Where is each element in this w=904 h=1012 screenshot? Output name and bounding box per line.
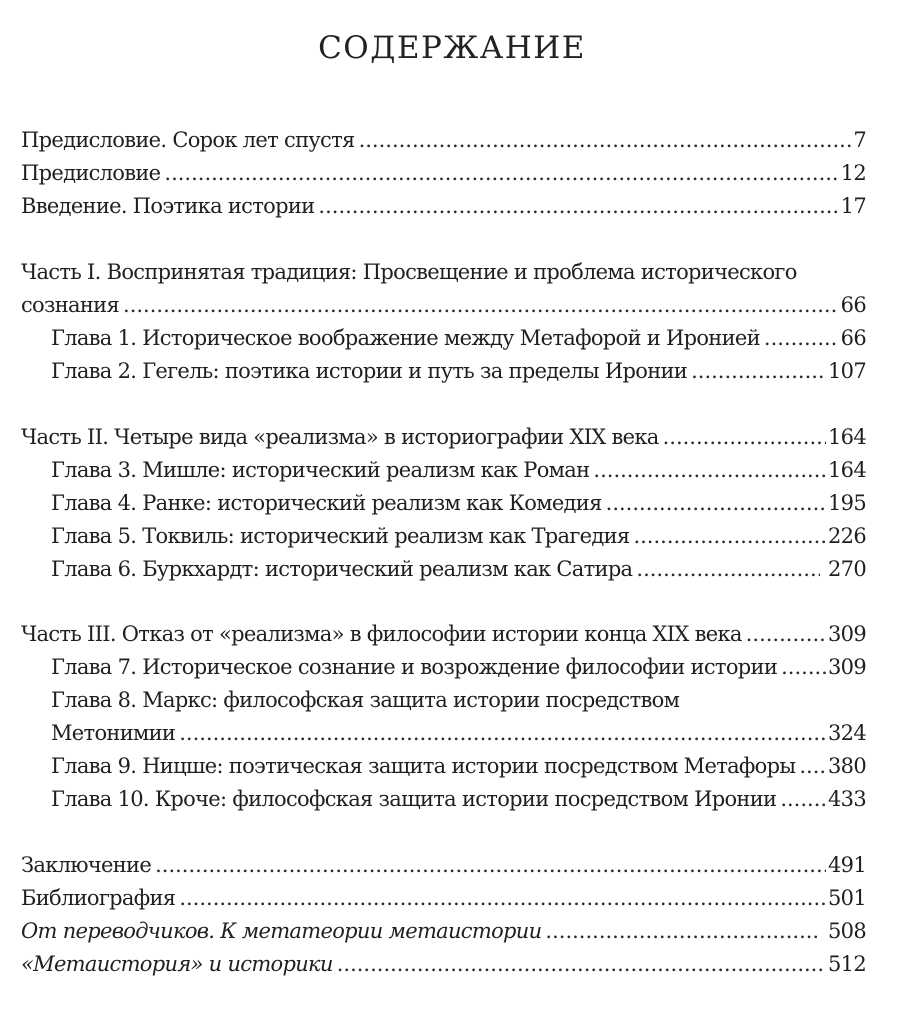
page-number: 270 (822, 557, 866, 581)
toc-entry[interactable] (21, 190, 866, 223)
part-1-title-line1[interactable]: Часть I. Воспринятая традиция: Просвещение и проблема исторического (21, 260, 797, 284)
entry-title: От переводчиков. К метатеории метаистории (21, 919, 542, 943)
toc-entry[interactable] (21, 849, 866, 882)
page-number: 17 (840, 194, 866, 218)
toc-entry-part-1[interactable] (21, 289, 866, 322)
entry-title: Глава 6. Буркхардт: исторический реализм как Сатира (51, 557, 633, 581)
page-number: 7 (853, 128, 866, 152)
entry-title: Глава 10. Кроче: философская защита истории посредством Иронии (51, 787, 777, 811)
dot-leader (179, 717, 826, 750)
toc-entry[interactable] (21, 124, 866, 157)
toc-entry[interactable] (21, 948, 866, 981)
page-title: СОДЕРЖАНИЕ (318, 30, 586, 66)
entry-title: Глава 5. Токвиль: исторический реализм как Трагедия (51, 524, 630, 548)
toc-entry-chapter[interactable] (51, 717, 866, 750)
dot-leader (155, 849, 826, 882)
dot-leader (636, 553, 820, 586)
dot-leader (780, 783, 826, 816)
dot-leader (781, 651, 826, 684)
entry-title: Глава 4. Ранке: исторический реализм как Комедия (51, 491, 602, 515)
entry-title: Глава 9. Ницше: поэтическая защита истории посредством Метафоры (51, 754, 796, 778)
entry-title: Заключение (21, 853, 152, 877)
page-number: 512 (828, 952, 866, 976)
entry-title: Метонимии (51, 721, 176, 745)
entry-title: Глава 7. Историческое сознание и возрождение философии истории (51, 655, 778, 679)
toc-entry-chapter[interactable] (51, 322, 866, 355)
dot-leader (746, 618, 826, 651)
page-number: 324 (828, 721, 866, 745)
toc-entry-chapter[interactable] (51, 783, 866, 816)
dot-leader (663, 421, 826, 454)
entry-title: Предисловие. Сорок лет спустя (21, 128, 355, 152)
dot-leader (606, 487, 826, 520)
toc-entry-part-2[interactable] (21, 421, 866, 454)
entry-title: Глава 2. Гегель: поэтика истории и путь за пределы Иронии (51, 359, 688, 383)
toc-entry-part-3[interactable] (21, 618, 866, 651)
page-number: 433 (828, 787, 866, 811)
chapter-8-title-line1[interactable]: Глава 8. Маркс: философская защита истории посредством (51, 688, 680, 712)
dot-leader (691, 355, 826, 388)
toc-entry-chapter[interactable] (51, 750, 866, 783)
entry-title: Библиография (21, 886, 176, 910)
toc-entry-chapter[interactable] (51, 454, 866, 487)
toc-entry-chapter[interactable] (51, 355, 866, 388)
page-number: 491 (828, 853, 866, 877)
page-number: 12 (840, 161, 866, 185)
dot-leader (359, 124, 852, 157)
entry-title: сознания (21, 293, 120, 317)
page-number: 226 (828, 524, 866, 548)
toc-entry[interactable] (21, 915, 866, 948)
entry-title: Часть III. Отказ от «реализма» в философии истории конца XIX века (21, 622, 742, 646)
page-number: 66 (840, 326, 866, 350)
toc-entry-chapter[interactable] (51, 553, 866, 586)
toc-entry-chapter[interactable] (51, 651, 866, 684)
dot-leader (164, 157, 838, 190)
page-number: 195 (828, 491, 866, 515)
toc-entry[interactable] (21, 157, 866, 190)
dot-leader (123, 289, 839, 322)
toc-entry-chapter[interactable] (51, 520, 866, 553)
page-number: 164 (828, 425, 866, 449)
dot-leader (545, 915, 820, 948)
page-number: 309 (828, 655, 866, 679)
page-number: 66 (840, 293, 866, 317)
page-number: 164 (828, 458, 866, 482)
page-number: 107 (828, 359, 866, 383)
entry-title: Предисловие (21, 161, 161, 185)
page-number: 501 (828, 886, 866, 910)
page-number: 508 (822, 919, 866, 943)
entry-title: Глава 3. Мишле: исторический реализм как Роман (51, 458, 590, 482)
dot-leader (764, 322, 839, 355)
dot-leader (179, 882, 826, 915)
entry-title: Часть II. Четыре вида «реализма» в историографии XIX века (21, 425, 659, 449)
dot-leader (633, 520, 826, 553)
entry-title: Введение. Поэтика истории (21, 194, 315, 218)
dot-leader (593, 454, 826, 487)
entry-title: Глава 1. Историческое воображение между Метафорой и Иронией (51, 326, 760, 350)
toc-entry[interactable] (21, 882, 866, 915)
entry-title: «Метаистория» и историки (21, 952, 333, 976)
page-number: 309 (828, 622, 866, 646)
dot-leader (799, 750, 826, 783)
toc-entry-chapter[interactable] (51, 487, 866, 520)
dot-leader (337, 948, 826, 981)
dot-leader (318, 190, 838, 223)
page-number: 380 (828, 754, 866, 778)
